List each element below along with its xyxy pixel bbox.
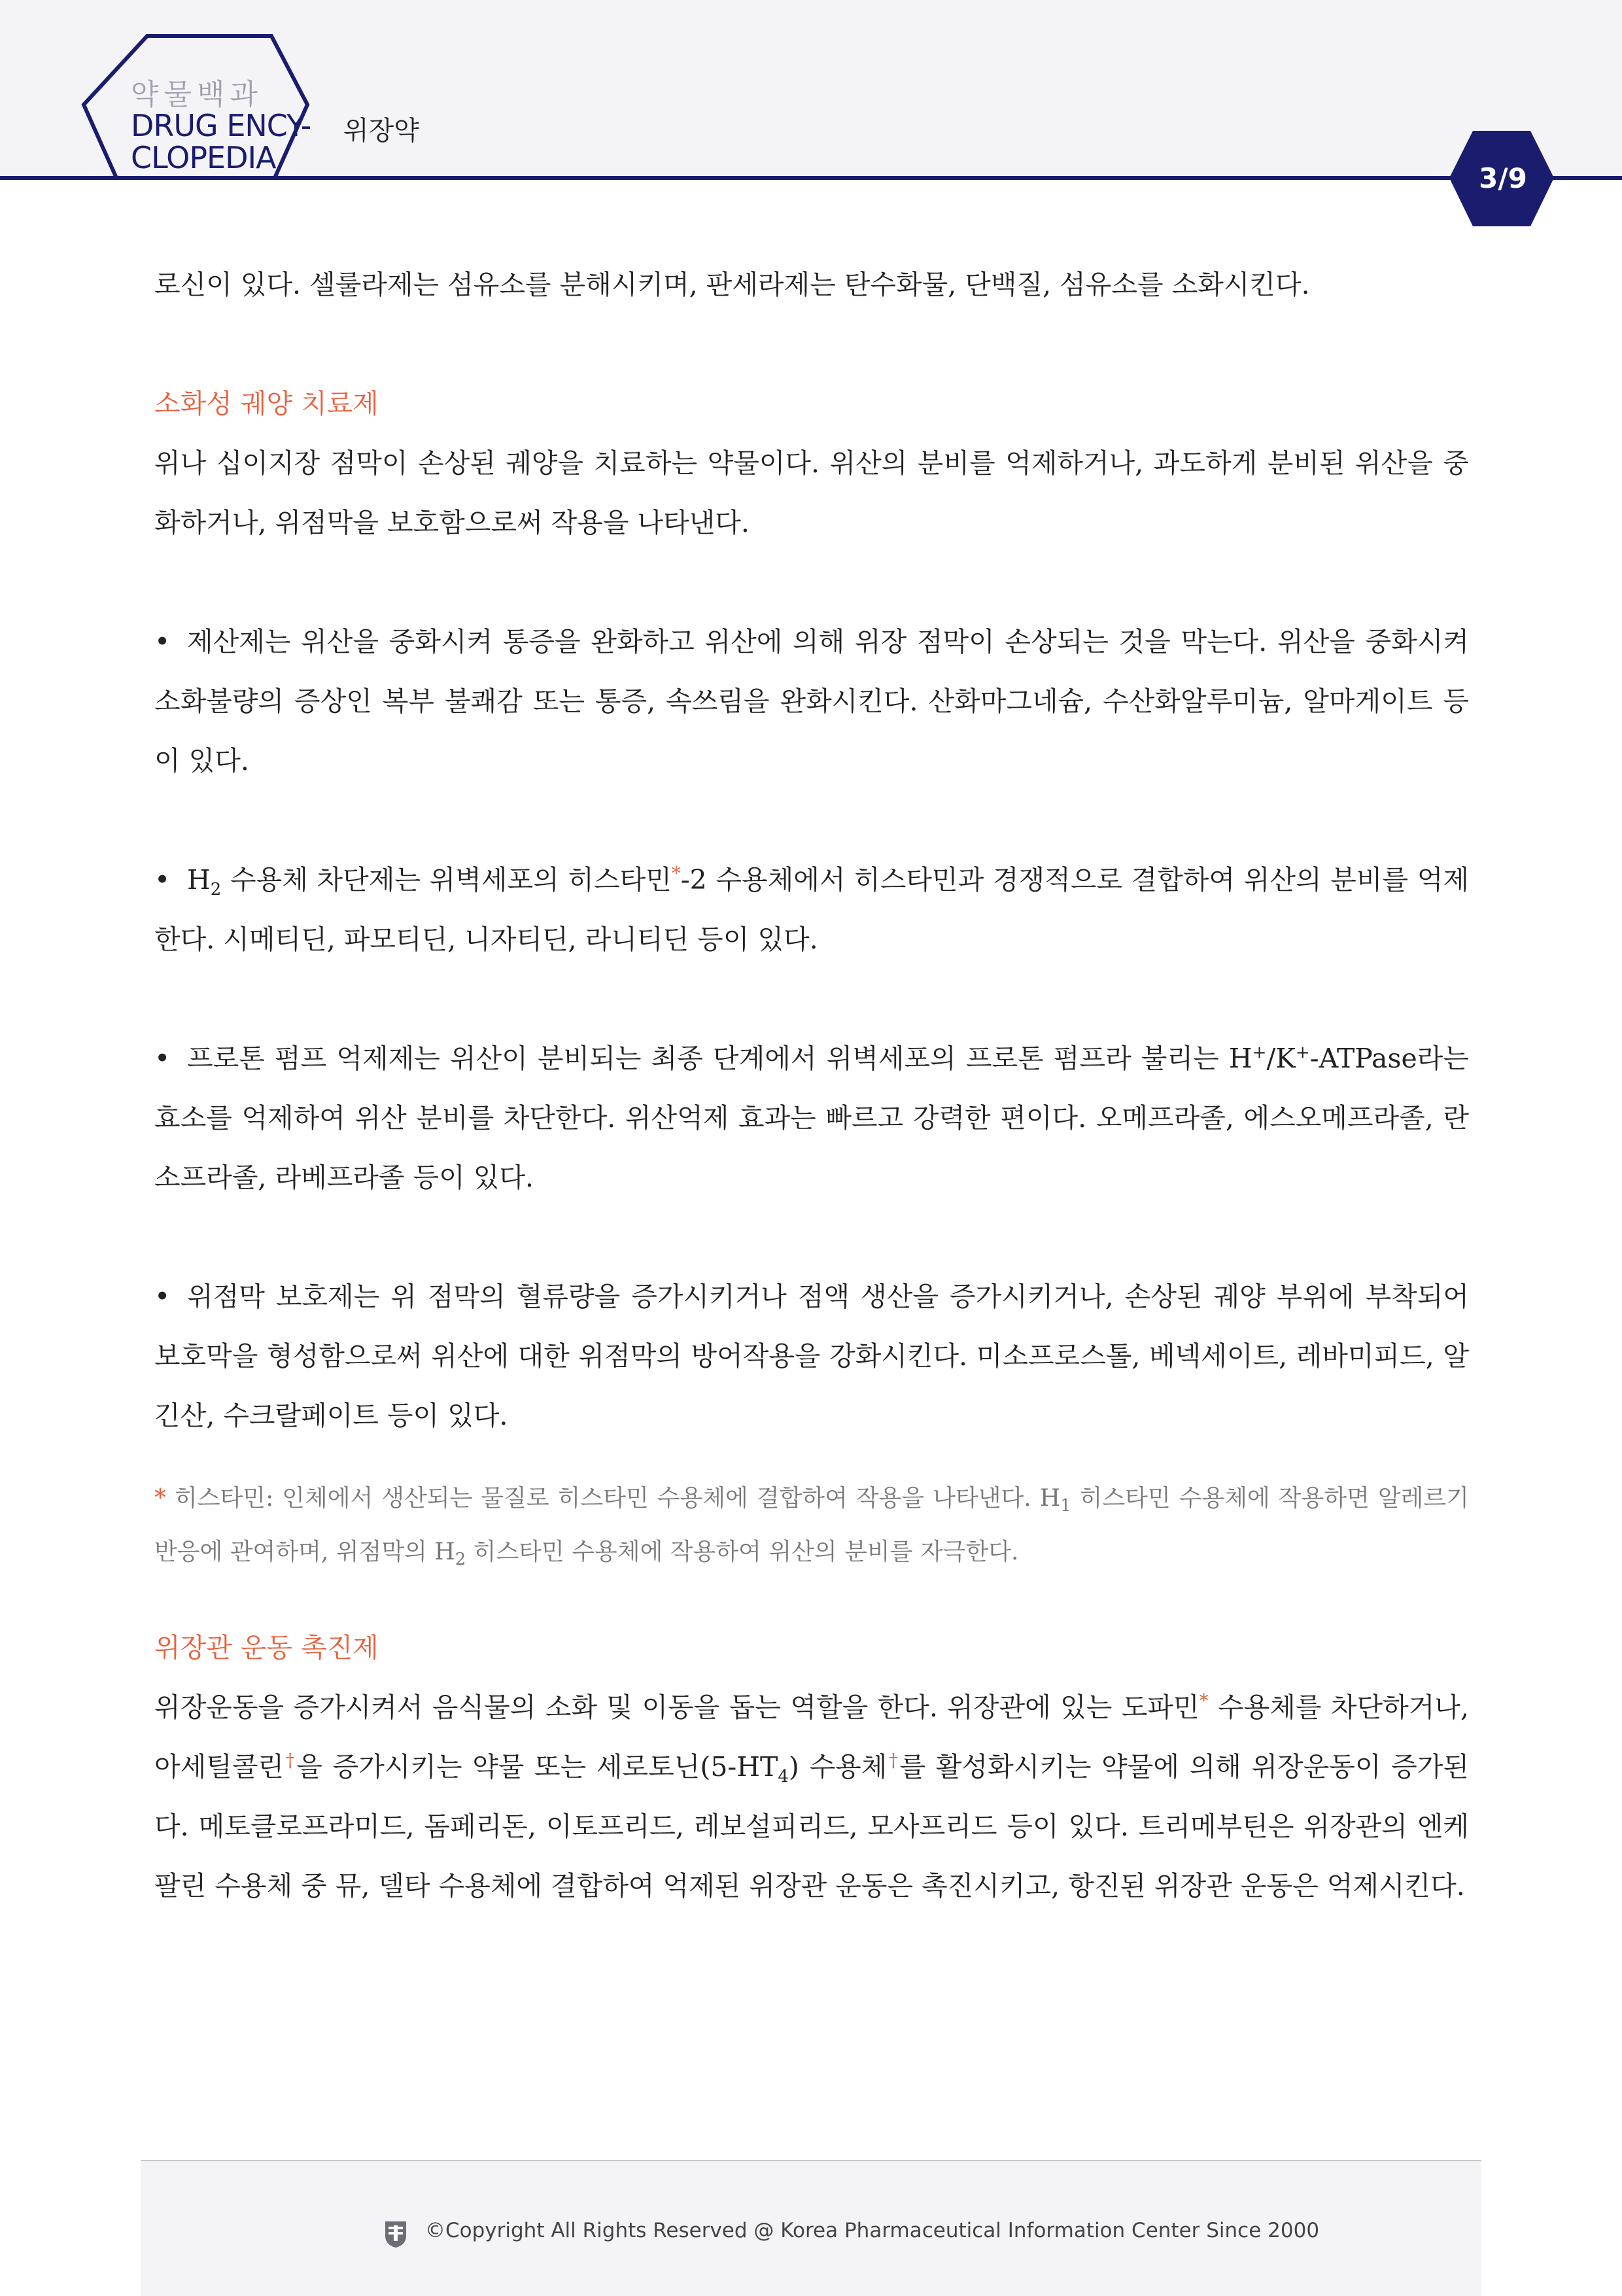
motility-part1: 위장운동을 증가시켜서 음식물의 소화 및 이동을 돕는 역할을 한다. 위장관에 있는 도파민 bbox=[154, 1692, 1199, 1723]
page-indicator: 3/9 bbox=[1479, 162, 1527, 194]
footnote-marker: * bbox=[1199, 1690, 1209, 1712]
motility-section-title: 위장관 운동 촉진제 bbox=[154, 1632, 379, 1663]
h2-subscript: 2 bbox=[210, 880, 222, 900]
logo-english-line1: DRUG ENCY- bbox=[131, 108, 311, 143]
motility-part2: 수용체를 차단하거나, 아세틸콜린 bbox=[154, 1692, 1469, 1783]
motility-part5: 를 활성화시키는 약물에 의해 위장운동이 증가된다. 메토클로프라미드, 돔페리돈, 이토프리드, 레보설피리드, 모사프리드 등이 있다. 트리메부틴은 위장관의 엔케팔린 수용체 중 뮤, 델타 수용체에 결합하여 억제된 위장관 운동은 촉진시키고, 항진된 위장관 운동은 억제시킨다. bbox=[154, 1751, 1469, 1902]
bullet-ppi bbox=[154, 1029, 1469, 1208]
bullet-antacid bbox=[154, 612, 1469, 791]
ppi-sup2: + bbox=[1295, 1043, 1310, 1063]
footnote-h1-sub: 1 bbox=[1060, 1496, 1071, 1516]
footnote-part3: 히스타민 수용체에 작용하여 위산의 분비를 자극한다. bbox=[466, 1539, 1019, 1565]
bullet-marker: • bbox=[154, 864, 171, 896]
ppi-sup1: + bbox=[1252, 1043, 1267, 1063]
logo-english-line2: CLOPEDIA bbox=[131, 140, 276, 175]
footnote-part1: 히스타민: 인체에서 생산되는 물질로 히스타민 수용체에 결합하여 작용을 나타낸다. H bbox=[166, 1485, 1061, 1512]
footnote-h2-sub: 2 bbox=[455, 1550, 466, 1570]
bullet-marker: • bbox=[154, 1043, 171, 1074]
h2-text-part1: 수용체 차단제는 위벽세포의 히스타민 bbox=[221, 864, 672, 896]
ulcer-section-title: 소화성 궤양 치료제 bbox=[154, 388, 379, 419]
motility-part4: ) 수용체 bbox=[788, 1751, 888, 1783]
h2-text-part2: -2 수용체에서 히스타민과 경쟁적으로 결합하여 위산의 분비를 억제한다. 시메티딘, 파모티딘, 니자티딘, 라니티딘 등이 있다. bbox=[154, 864, 1470, 955]
logo-korean: 약물백과 bbox=[131, 78, 264, 111]
footnote-marker: * bbox=[671, 862, 681, 884]
ppi-slash-k: /K bbox=[1266, 1043, 1296, 1074]
ppi-text-part2: -ATPase라는 효소를 억제하여 위산 분비를 차단한다. 위산억제 효과는 빠르고 강력한 편이다. 오메프라졸, 에스오메프라졸, 란소프라졸, 라베프라졸 등이 있다. bbox=[154, 1043, 1469, 1193]
footnote-histamine bbox=[154, 1472, 1469, 1579]
section-title: 위장약 bbox=[343, 116, 419, 146]
motility-part3: 을 증가시키는 약물 또는 세로토닌(5-HT bbox=[296, 1751, 778, 1783]
footnote-part2: 히스타민 수용체에 작용하면 알레르기 반응에 관여하며, 위점막의 H bbox=[154, 1485, 1469, 1565]
bullet-h2-blocker bbox=[154, 850, 1469, 969]
mucosal-protector-text: 위점막 보호제는 위 점막의 혈류량을 증가시키거나 점액 생산을 증가시키거나, 손상된 궤양 부위에 부착되어 보호막을 형성함으로써 위산에 대한 위점막의 방어작용을 강화시킨다. 미소프로스톨, 베넥세이트, 레바미피드, 알긴산, 수크랄페이트 등이 있다. bbox=[154, 1281, 1469, 1431]
bullet-marker: • bbox=[154, 626, 171, 657]
bullet-marker: • bbox=[154, 1281, 171, 1312]
ulcer-description: 위나 십이지장 점막이 손상된 궤양을 치료하는 약물이다. 위산의 분비를 억제하거나, 과도하게 분비된 위산을 중화하거나, 위점막을 보호함으로써 작용을 나타낸다. bbox=[154, 447, 1469, 538]
footnote-marker-dagger: † bbox=[887, 1749, 900, 1771]
footer bbox=[141, 2160, 1481, 2296]
motility-description bbox=[154, 1678, 1469, 1916]
copyright-text: ©Copyright All Rights Reserved @ Korea Pharmaceutical Information Center Since 2000 bbox=[425, 2219, 1320, 2242]
intro-paragraph: 로신이 있다. 셀룰라제는 섬유소를 분해시키며, 판세라제는 탄수화물, 단백질, 섬유소를 소화시킨다. bbox=[154, 269, 1310, 300]
footnote-star: * bbox=[154, 1485, 166, 1512]
document-body bbox=[154, 255, 1469, 1916]
bullet-mucosal-protector bbox=[154, 1267, 1469, 1446]
ppi-text-part1: 프로톤 펌프 억제제는 위산이 분비되는 최종 단계에서 위벽세포의 프로톤 펌프라 불리는 H bbox=[187, 1043, 1252, 1074]
footnote-marker-dagger: † bbox=[284, 1749, 297, 1771]
kpic-emblem-icon bbox=[383, 2219, 409, 2249]
antacid-text: 제산제는 위산을 중화시켜 통증을 완화하고 위산에 의해 위장 점막이 손상되는 것을 막는다. 위산을 중화시켜 소화불량의 증상인 복부 불쾌감 또는 통증, 속쓰림을 완화시킨다. 산화마그네슘, 수산화알루미늄, 알마게이트 등이 있다. bbox=[154, 626, 1469, 776]
h2-letter: H bbox=[187, 864, 211, 896]
ht-subscript: 4 bbox=[778, 1767, 789, 1787]
